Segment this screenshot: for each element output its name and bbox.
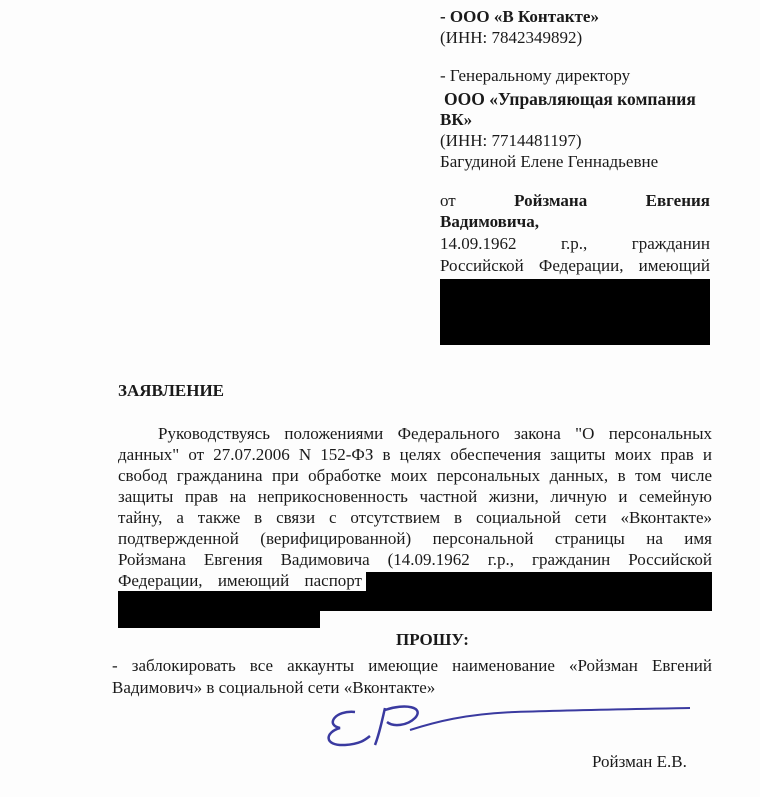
sender-line xyxy=(440,191,710,211)
document-title: ЗАЯВЛЕНИЕ xyxy=(118,381,225,400)
addressee-line: ООО «Управляющая компания xyxy=(444,89,696,109)
addressee-line: ВК» xyxy=(440,110,473,129)
sender-line: 14.09.1962 г.р., гражданин xyxy=(440,234,710,253)
body-line: свобод гражданина при обработке моих персональных данных, в том числе xyxy=(118,466,712,485)
addressee-line: Багудиной Елене Геннадьевне xyxy=(440,152,659,171)
request-line: - заблокировать все аккаунты имеющие наименование «Ройзман Евгений xyxy=(112,656,712,675)
body-line: Руководствуясь положениями Федерального закона "О персональных xyxy=(158,424,712,443)
body-line: подтвержденной (верифицированной) персональной страницы на имя xyxy=(118,529,712,548)
sender-line: Российской Федерации, имеющий xyxy=(440,256,710,275)
body-line: Ройзмана Евгения Вадимовича (14.09.1962 г.р., гражданин Российской xyxy=(118,550,712,569)
redaction-block xyxy=(118,591,712,611)
addressee-line: - Генеральному директору xyxy=(440,66,631,85)
body-line: защиты прав на неприкосновенность частной жизни, личную и семейную xyxy=(118,487,712,506)
body-line: Федерации, имеющий паспорт xyxy=(118,571,362,590)
handwritten-signature xyxy=(315,700,695,750)
sender-patronymic: Вадимовича, xyxy=(440,212,539,231)
request-title: ПРОШУ: xyxy=(396,630,469,649)
signature-name: Ройзман Е.В. xyxy=(592,752,687,771)
body-line: тайну, а также в связи с отсутствием в социальной сети «Вконтакте» xyxy=(118,508,712,527)
redaction-block xyxy=(118,610,320,628)
sender-surname: Ройзмана xyxy=(514,191,588,210)
addressee-line: (ИНН: 7842349892) xyxy=(440,28,583,47)
addressee-line: - ООО «В Контакте» xyxy=(440,7,599,26)
from-word: от xyxy=(440,191,456,210)
request-line: Вадимович» в социальной сети «Вконтакте» xyxy=(112,678,436,697)
sender-name: Евгения xyxy=(645,191,710,210)
redaction-block xyxy=(366,572,712,592)
redaction-block xyxy=(440,279,710,345)
addressee-line: (ИНН: 7714481197) xyxy=(440,131,582,150)
body-line: данных" от 27.07.2006 N 152-ФЗ в целях обеспечения защиты моих прав и xyxy=(118,445,712,464)
